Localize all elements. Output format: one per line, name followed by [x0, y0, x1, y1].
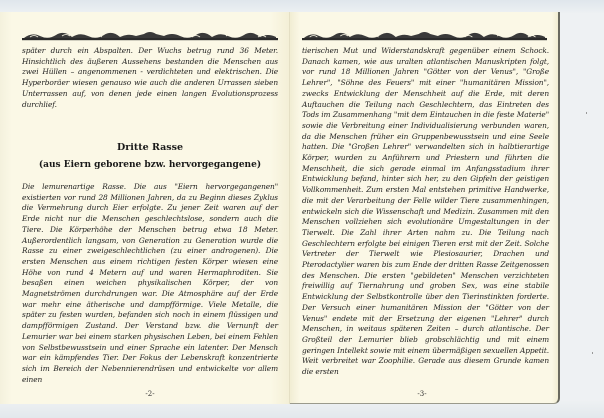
dust-speck [586, 112, 587, 114]
right-page [290, 12, 560, 404]
right-paragraph-1 [302, 46, 549, 378]
left-page [0, 12, 290, 404]
section-heading: Dritte Rasse [117, 142, 183, 153]
paragraph-text: Die lemurenartige Rasse. Die aus "Eiern hervorgegangenen" existierten vor rund 28 Millionen Jahren, da zu Beginn dieses Zyklus die Vermehrung durch Eier erfolgte. Zu jener Zeit waren auf der Erde nicht nur die Menschen geschlechtslose, sondern auch die Tiere. Die Körperhöhe der Menschen betrug etwa 18 Meter. Außerordentlich langsam, von Generation zu Generation wurde die Rasse zu einer zweigeschlechtlichen (zu einer androgenen). Die ersten Menschen aus einem richtigen festen Körper wiesen eine Höhe von rund 4 Metern auf und waren Hermaphroditen. Sie besaßen einen weichen physikalischen Körper, der von Magnetströmen durchdrungen war. Die Atmosphäre auf der Erde war mehr eine ätherische und dampfförmige. Viele Metalle, die später zu festen wurden, befanden sich noch in einem flüssigen und dampfförmigen Zustand. Der Verstand bzw. die Vernunft der Lemurier war bei einem starken physischen Leben, bei einem Fehlen von Selbstbewusstsein und einer Sprache ein latenter. Der Mensch war ein kämpfendes Tier. Der Fokus der Lebenskraft konzentrierte sich im Bereich der Nebennierendrüsen und entwickelte vor allem einen [22, 182, 278, 384]
page-number: -3- [417, 390, 427, 398]
ornament-border-icon [302, 31, 547, 41]
left-paragraph-2 [22, 182, 278, 385]
left-paragraph-1 [22, 46, 278, 110]
paragraph-text: tierischen Mut und Widerstandskraft gegenüber einem Schock. Danach kamen, wie aus uralten atlantischen Manuskripten folgt, vor rund 18 Millionen Jahren "Götter von der Venus", "Große Lehrer", "Söhne des Feuers" mit einer "humanitären Mission", zwecks Entwicklung der Menschheit auf die Erde, mit deren Auftauchen die Teilung nach Geschlechtern, das Eintreten des Tods im Zusammenhang "mit dem Eintauchen in die feste Materie" sowie die Verbreitung einer Individualisierung verbunden waren, da die Menschen früher ein Gruppenbewusstsein und eine Seele hatten. Die "Großen Lehrer" verwandelten sich in halbtierartige Körper, wurden zu Anführern und Priestern und führten die Menschheit, die sich gerade einmal im Anfangsstadium ihrer Entwicklung befand, hinter sich her, zu den Gipfeln der geistigen Vollkommenheit. Zum ersten Mal entstehen primitive Handwerke, die mit der Verarbeitung der Felle wilder Tiere zusammenhingen, entwickeln sich die Wissenschaft und Medizin. Zusammen mit den Menschen vollziehen sich evolutionäre Umgestaltungen in der Tierwelt. Die Zahl ihrer Arten nahm zu. Die Teilung nach Geschlechtern erfolgte bei einigen Tieren erst mit der Zeit. Solche Vertreter der Tierwelt wie Plesiosaurier, Drachen und Pterodactylier waren bis zum Ende der dritten Rasse Zeitgenossen des Menschen. Die ersten "gebildeten" Menschen verzichteten freiwillig auf Tiernahrung und groben Sex, was eine stabile Entwicklung der Selbstkontrolle über den Tierinstinkten forderte. Der Versuch einer humanitären Mission der "Götter von der Venus" endete mit der Ersetzung der eigenen "Lehrer" durch Menschen, in weitaus späteren Zeiten – durch atlantische. Der Großteil der Lemurier blieb grobschlächtig und mit einem geringen Intellekt sowie mit einem übermäßigen sexuellen Appetit. Weit verbreitet war Zoophilie. Gerade aus diesem Grunde kamen die ersten [302, 46, 549, 377]
paragraph-text: später durch ein Abspalten. Der Wuchs betrug rund 36 Meter. Hinsichtlich des äußeren Aussehens bestanden die Menschen aus zwei Hüllen – angenommenen - verdichteten und elektrischen. Die Hyperboräer wiesen genauso wie auch die anderen Urrassen sieben Unterrassen auf, von denen jede einen langen Evolutionsprozess durchlief. [22, 46, 278, 109]
section-subheading: (aus Eiern geborene bzw. hervorgegangene) [38, 160, 262, 170]
book-spread [0, 12, 560, 404]
page-number: -2- [145, 390, 155, 398]
ornament-border-icon [22, 31, 278, 41]
dust-speck [592, 352, 593, 354]
